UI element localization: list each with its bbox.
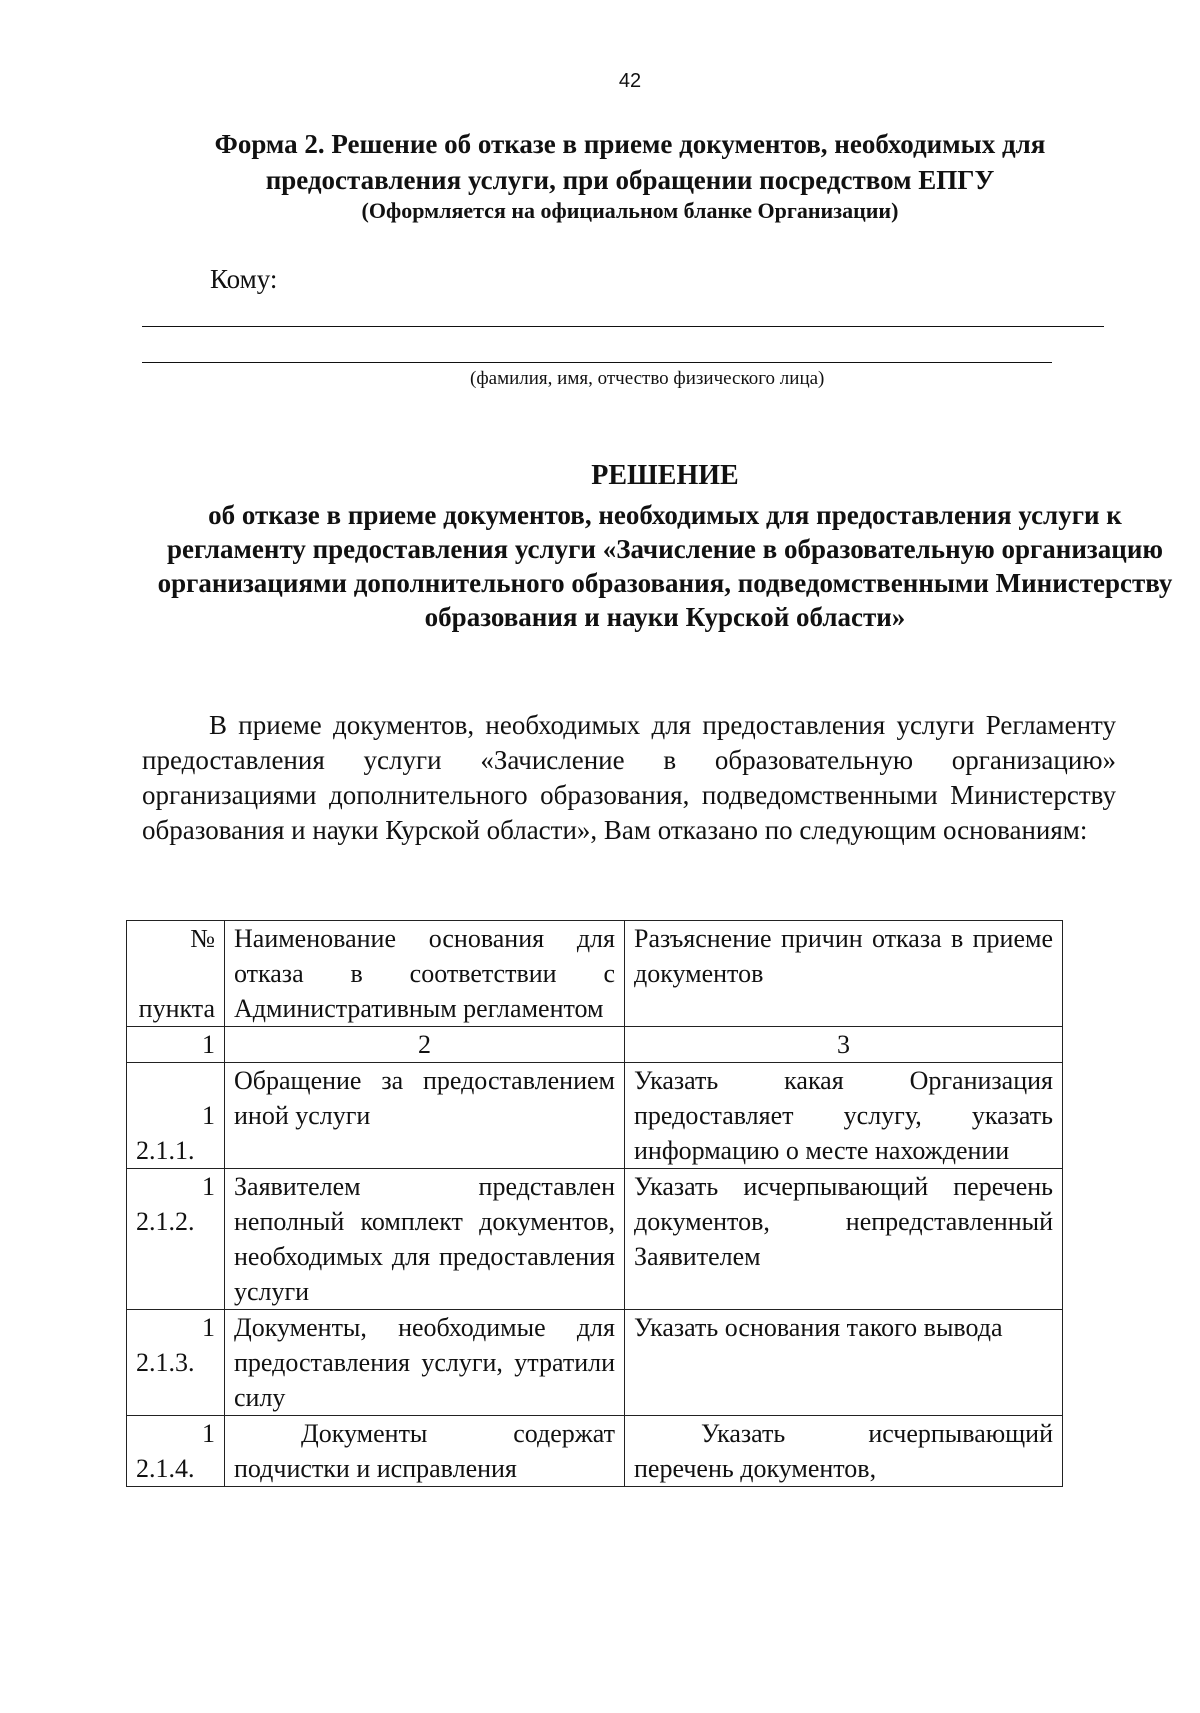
explanation-cell: Указать какая Организация предоставляет услугу, указать информацию о месте нахождении [625, 1063, 1063, 1169]
column-number: 1 [127, 1027, 225, 1063]
page-number: 42 [618, 70, 642, 92]
form-title: Форма 2. Решение об отказе в приеме документов, необходимых для предоставления услуги, при обращении посредством ЕПГУ [214, 129, 1046, 195]
table-column-numbers-row [127, 1027, 1063, 1063]
refusal-grounds-table [126, 920, 1063, 1487]
decision-title: РЕШЕНИЕ [591, 460, 739, 491]
table-row [127, 1063, 1063, 1169]
table-row [127, 1169, 1063, 1310]
header-ground: Наименование основания для отказа в соответствии с Административным регламентом [225, 921, 625, 1027]
ground-cell: Заявителем представлен неполный комплект документов, необходимых для предоставления услуги [225, 1169, 625, 1310]
table-header-row [127, 921, 1063, 1027]
form-note: (Оформляется на официальном бланке Организации) [361, 198, 899, 223]
explanation-cell: Указать исчерпывающий перечень документов, непредставленный Заявителем [625, 1169, 1063, 1310]
recipient-line-2 [142, 362, 1052, 363]
table-row [127, 1310, 1063, 1416]
item-number: 1 2.1.1. [127, 1063, 225, 1169]
explanation-cell: Указать основания такого вывода [625, 1310, 1063, 1416]
ground-cell: Документы содержат подчистки и исправления [225, 1416, 625, 1487]
header-explanation: Разъяснение причин отказа в приеме документов [625, 921, 1063, 1027]
item-number: 1 2.1.2. [127, 1169, 225, 1310]
ground-cell: Обращение за предоставлением иной услуги [225, 1063, 625, 1169]
recipient-line-1 [142, 326, 1104, 327]
recipient-hint: (фамилия, имя, отчество физического лица) [470, 368, 825, 389]
table-row [127, 1416, 1063, 1487]
recipient-label: Кому: [210, 264, 278, 294]
column-number: 3 [625, 1027, 1063, 1063]
body-paragraph: В приеме документов, необходимых для предоставления услуги Регламенту предоставления услуги «Зачисление в образовательную организацию» организациями дополнительного образования, подведомственными Министерству образования и науки Курской области», Вам отказано по следующим основаниям: [142, 710, 1116, 845]
column-number: 2 [225, 1027, 625, 1063]
item-number: 1 2.1.4. [127, 1416, 225, 1487]
explanation-cell: Указать исчерпывающий перечень документов, [625, 1416, 1063, 1487]
item-number: 1 2.1.3. [127, 1310, 225, 1416]
header-item-number: № пункта [127, 921, 225, 1027]
decision-subtitle: об отказе в приеме документов, необходимых для предоставления услуги к регламенту предоставления услуги «Зачисление в образовательную организацию организациями дополнительного образования, подведомственными Министерству образования и науки Курской области» [157, 500, 1173, 632]
ground-cell: Документы, необходимые для предоставления услуги, утратили силу [225, 1310, 625, 1416]
